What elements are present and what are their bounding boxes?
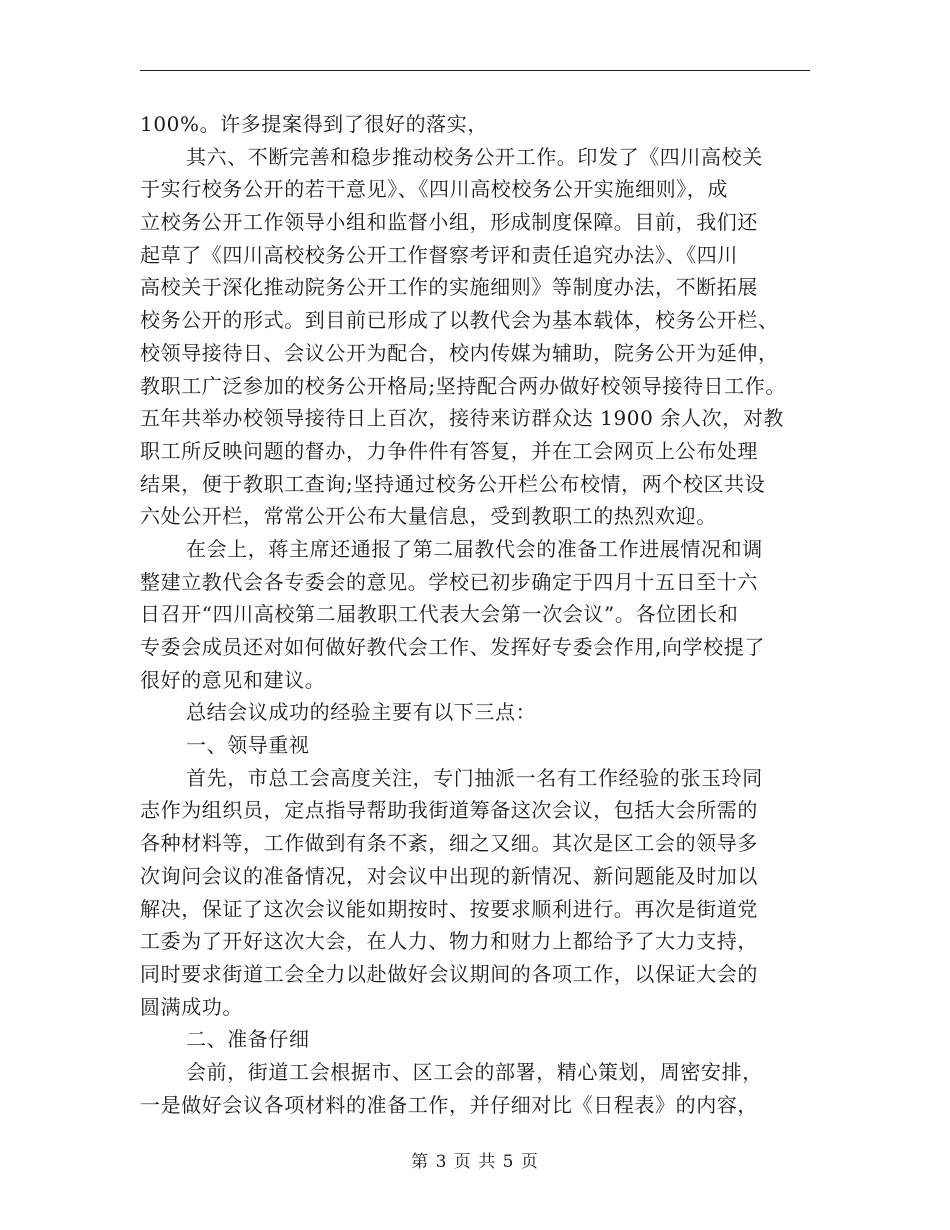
text-line: 工委为了开好这次大会，在人力、物力和财力上都给予了大力支持， — [140, 929, 758, 954]
text-line: 立校务公开工作领导小组和监督小组，形成制度保障。目前，我们还 — [140, 210, 758, 235]
page-number: 第 3 页 共 5 页 — [411, 1152, 539, 1172]
text-line: 校领导接待日、会议公开为配合，校内传媒为辅助，院务公开为延伸， — [140, 340, 779, 365]
document-body — [140, 108, 830, 1121]
text-line: 很好的意见和建议。 — [140, 667, 326, 692]
text-line: 于实行校务公开的若干意见》、《四川高校校务公开实施细则》，成 — [140, 177, 728, 202]
text-line: 起草了《四川高校校务公开工作督察考评和责任追究办法》、《四川 — [140, 242, 738, 267]
text-line: 同时要求街道工会全力以赴做好会议期间的各项工作，以保证大会的 — [140, 961, 758, 986]
text-line: 整建立教代会各专委会的意见。学校已初步确定于四月十五日至十六 — [140, 569, 758, 594]
text-line: 校务公开的形式。到目前已形成了以教代会为基本载体，校务公开栏、 — [140, 308, 779, 333]
text-line: 五年共举办校领导接待日上百次，接待来访群众达 1900 余人次，对教 — [140, 406, 785, 431]
text-line: 圆满成功。 — [140, 994, 243, 1019]
text-line: 一、领导重视 — [186, 733, 310, 758]
text-line: 教职工广泛参加的校务公开格局;坚持配合两办做好校领导接待日工作。 — [140, 373, 786, 398]
text-line: 次询问会议的准备情况，对会议中出现的新情况、新问题能及时加以 — [140, 863, 758, 888]
text-line: 六处公开栏，常常公开公布大量信息，受到教职工的热烈欢迎。 — [140, 504, 717, 529]
text-line: 结果，便于教职工查询;坚持通过校务公开栏公布校情，两个校区共设 — [140, 471, 766, 496]
header-rule — [140, 70, 810, 71]
text-line: 日召开“四川高校第二届教职工代表大会第一次会议”。各位团长和 — [140, 602, 739, 627]
text-line: 100%。许多提案得到了很好的落实， — [140, 112, 488, 136]
text-line: 专委会成员还对如何做好教代会工作、发挥好专委会作用,向学校提了 — [140, 635, 765, 659]
text-line: 职工所反映问题的督办，力争件件有答复，并在工会网页上公布处理 — [140, 438, 758, 463]
text-line: 高校关于深化推动院务公开工作的实施细则》等制度办法，不断拓展 — [140, 275, 758, 300]
text-line: 志作为组织员，定点指导帮助我街道筹备这次会议，包括大会所需的 — [140, 798, 758, 823]
text-line: 在会上，蒋主席还通报了第二届教代会的准备工作进展情况和调 — [186, 536, 763, 561]
text-line: 一是做好会议各项材料的准备工作，并仔细对比《日程表》的内容， — [140, 1092, 758, 1117]
text-line: 其六、不断完善和稳步推动校务公开工作。印发了《四川高校关 — [186, 144, 763, 169]
text-line: 总结会议成功的经验主要有以下三点： — [186, 700, 537, 725]
text-line: 二、准备仔细 — [186, 1027, 310, 1052]
text-line: 会前，街道工会根据市、区工会的部署，精心策划，周密安排， — [186, 1059, 763, 1084]
text-line: 各种材料等，工作做到有条不紊，细之又细。其次是区工会的领导多 — [140, 831, 758, 856]
text-line: 首先，市总工会高度关注，专门抽派一名有工作经验的张玉玲同 — [186, 765, 763, 790]
text-line: 解决，保证了这次会议能如期按时、按要求顺利进行。再次是街道党 — [140, 896, 758, 921]
